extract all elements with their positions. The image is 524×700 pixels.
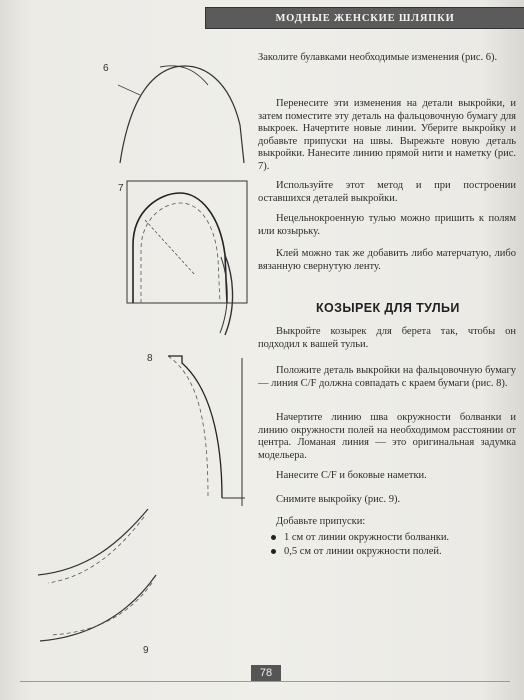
paragraph-sew-crown: Нецельнокроенную тулью можно пришить к полям или козырьку. [258, 213, 516, 237]
figure-7-label: 7 [118, 183, 124, 194]
paragraph-transfer-changes: Перенесите эти изменения на детали выкройки, и затем поместите эту деталь на фальцовочную бумагу для выкроек. Начертите новые линии. Уберите выкройку и добавьте припуски на швы. Вырежьте новую деталь выкройки. Нанесите линию прямой нити и наметку (рис. 7). [258, 98, 516, 172]
paragraph-add-allowances: Добавьте припуски: [276, 516, 366, 527]
paragraph-glue-ribbon: Клей можно так же добавить либо матерчатую, либо вязанную свернутую ленту. [258, 248, 516, 272]
paragraph-use-method: Используйте этот метод и при построении оставшихся деталей выкройки. [258, 180, 516, 204]
figure-9-label: 9 [143, 645, 149, 656]
paragraph-remove-pattern: Снимите выкройку (рис. 9). [276, 494, 401, 505]
section-title: КОЗЫРЕК ДЛЯ ТУЛЬИ [316, 301, 460, 315]
running-header [205, 7, 524, 29]
paragraph-mark-cf: Нанесите С/F и боковые наметки. [276, 470, 427, 481]
list-item: 1 см от линии окружности болванки. [270, 531, 510, 545]
list-item: 0,5 см от линии окружности полей. [270, 545, 510, 559]
figure-6-label: 6 [103, 63, 109, 74]
page-number: 78 [251, 665, 281, 681]
figure-8-drawing [150, 348, 255, 508]
allowance-list [270, 531, 510, 559]
paragraph-draw-lines: Начертите линию шва окружности болванки и линию окружности полей на необходимом расстоянии от центра. Ломаная линия — это оригинальная задумка модельера. [258, 412, 516, 461]
paragraph-place-pattern: Положите деталь выкройки на фальцовочную бумагу — линия С/F должна совпадать с краем бумаги (рис. 8). [258, 365, 516, 389]
footer-rule [20, 681, 510, 682]
paragraph-cut-visor: Выкройте козырек для берета так, чтобы он подходил к вашей тульи. [258, 326, 516, 350]
figure-9-drawing [28, 505, 168, 655]
header-title: МОДНЫЕ ЖЕНСКИЕ ШЛЯПКИ [275, 12, 455, 24]
paragraph-pin-changes: Заколите булавками необходимые изменения (рис. 6). [258, 52, 498, 63]
figure-7-drawing [125, 175, 260, 340]
figure-6-drawing [100, 55, 260, 165]
figure-8-label: 8 [147, 353, 153, 364]
